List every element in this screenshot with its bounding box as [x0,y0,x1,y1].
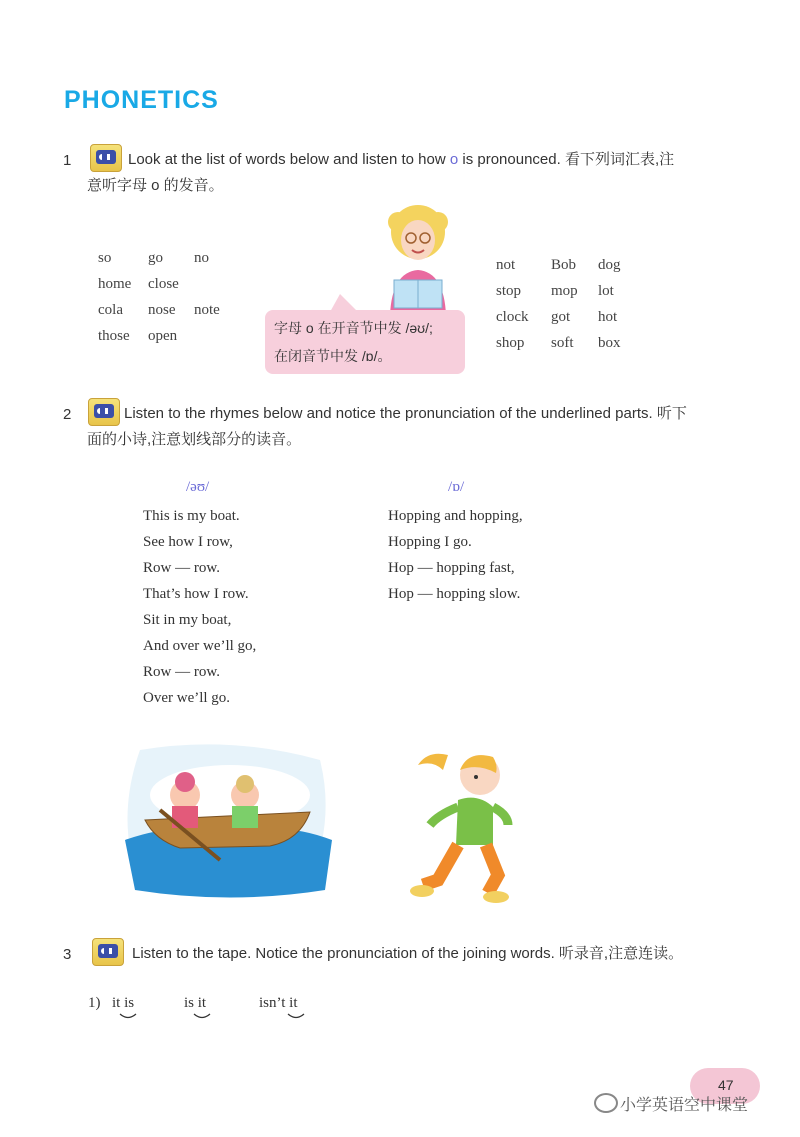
section-2-instruction-line2: 面的小诗,注意划线部分的读音。 [87,431,302,448]
phonetic-symbol-o: /ɒ/ [448,479,465,495]
rhyme-line: Hop — hopping slow. [388,586,521,602]
liaison-marks [118,1012,318,1022]
word: shop [496,335,525,351]
cassette-tape-icon[interactable] [92,938,124,966]
rhyme-line: Over we’ll go. [143,690,231,706]
joining-pair: isn’t it [259,995,298,1011]
section-3-number: 3 [63,946,72,963]
word: soft [551,335,574,351]
rhyme-line: That’s how I row. [143,586,249,602]
word: clock [496,309,529,325]
word: open [148,328,178,344]
joining-pair: it is [112,995,135,1011]
wechat-icon [594,1093,618,1113]
rhyme-line: Hopping and hopping, [388,508,523,524]
word: close [148,276,179,292]
joining-pair: is it [184,995,207,1011]
rhyme-line: See how I row, [143,534,233,550]
speech-bubble [265,310,465,374]
teacher-illustration [378,200,458,315]
rhyme-hopping [388,503,523,607]
cassette-tape-icon[interactable] [90,144,122,172]
word: not [496,257,516,273]
word: dog [598,257,621,273]
phonetic-symbol-ou: /əʊ/ [186,479,210,495]
section-1-instruction-line2: 意听字母 o 的发音。 [87,177,224,194]
rhyme-line: Hopping I go. [388,534,472,550]
rhyme-boat [143,503,256,711]
bubble-line-2: 在闭音节中发 /ɒ/。 [274,348,392,364]
word: those [98,328,130,344]
watermark: 小学英语空中课堂 [620,1097,749,1114]
page-title: PHONETICS [64,86,219,114]
word: got [551,309,571,325]
word: box [598,335,621,351]
rhyme-line: This is my boat. [143,508,240,524]
word: hot [598,309,618,325]
rhyme-line: And over we’ll go, [143,638,257,654]
word: go [148,250,163,266]
joining-item-label: 1) [88,995,101,1011]
word: Bob [551,257,577,273]
word: mop [551,283,578,299]
word: nose [148,302,176,318]
word: cola [98,302,123,318]
section-2-number: 2 [63,406,72,423]
section-1-instruction: Look at the list of words below and listen to how o is pronounced. 看下列词汇表,注 [128,151,675,168]
running-girl-illustration [408,745,518,905]
rhyme-line: Sit in my boat, [143,612,232,628]
section-2-instruction: Listen to the rhymes below and notice the pronunciation of the underlined parts. 听下 [124,405,687,422]
rhyme-line: Row — row. [143,560,220,576]
cassette-tape-icon[interactable] [88,398,120,426]
bubble-line-1: 字母 o 在开音节中发 /əʊ/; [274,320,433,336]
word: so [98,250,112,266]
word: stop [496,283,522,299]
word: home [98,276,132,292]
section-3-instruction: Listen to the tape. Notice the pronunciation of the joining words. 听录音,注意连读。 [132,945,684,962]
rhyme-line: Hop — hopping fast, [388,560,515,576]
rhyme-line: Row — row. [143,664,220,680]
page-number: 47 [718,1077,734,1093]
word: no [194,250,209,266]
rowing-boat-illustration [120,740,335,900]
section-1-number: 1 [63,152,72,169]
word: lot [598,283,614,299]
word: note [194,302,220,318]
